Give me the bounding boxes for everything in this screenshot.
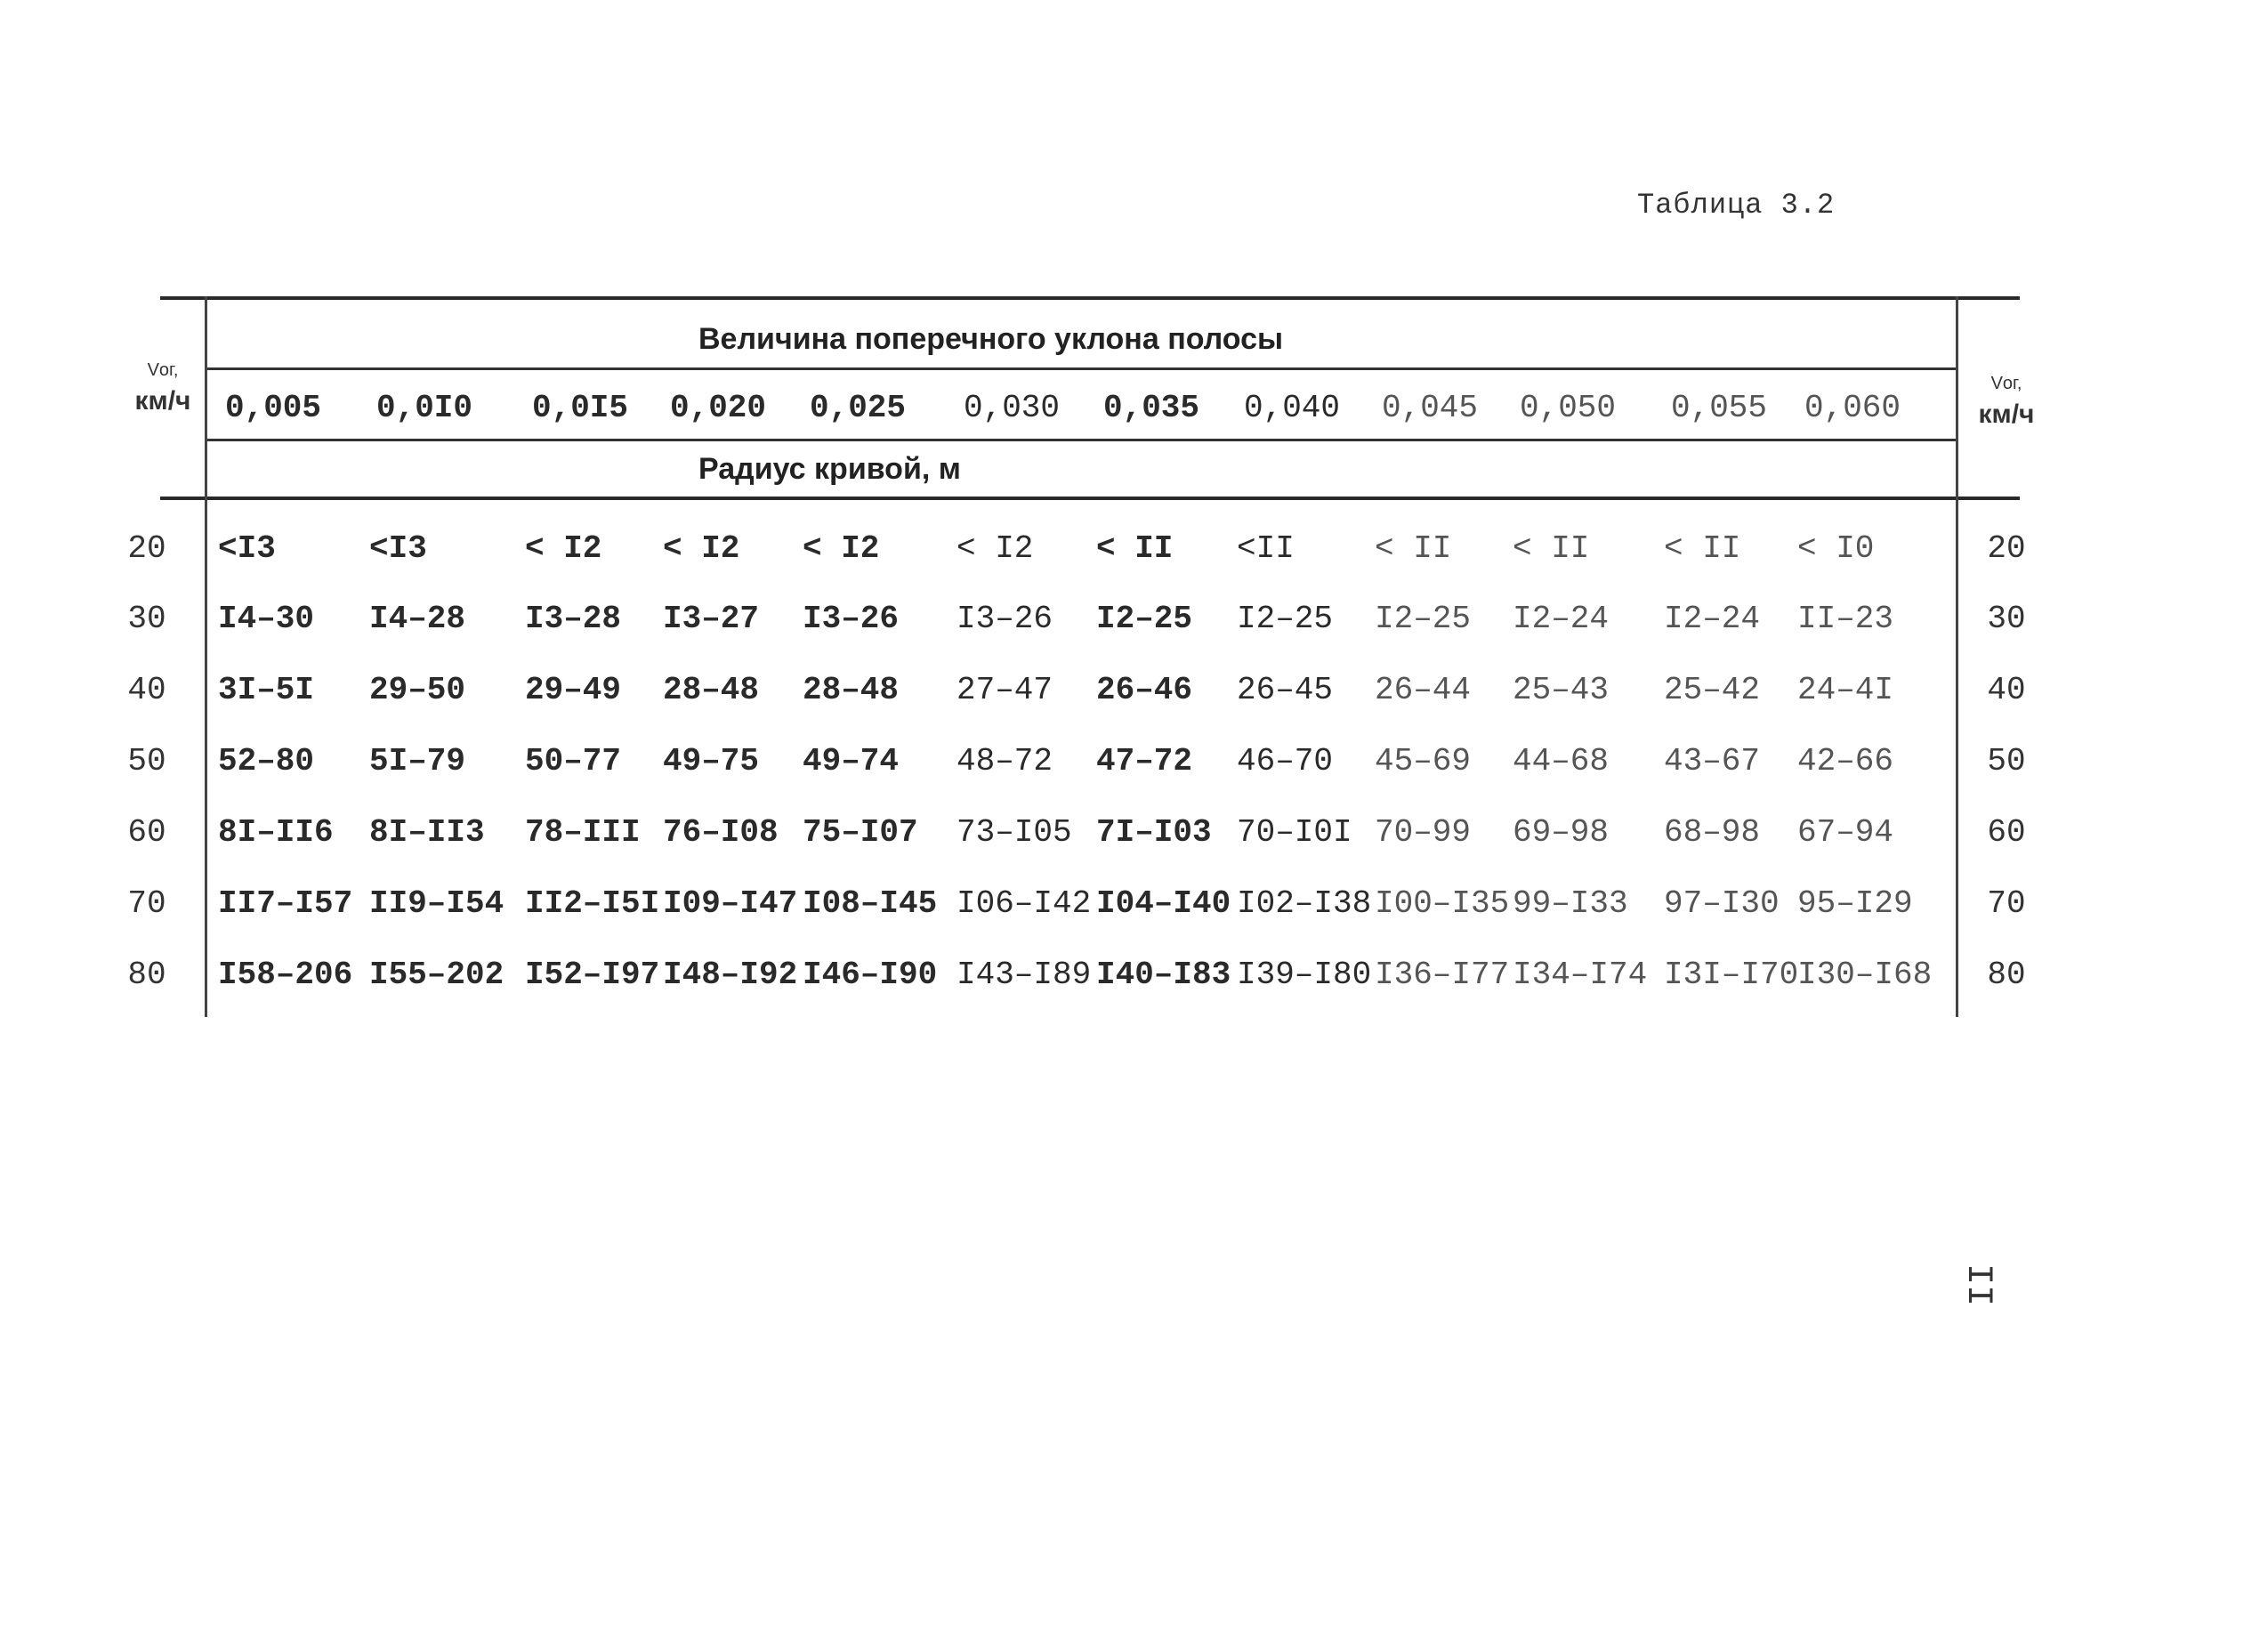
radius-cell: I06–I42 (956, 885, 1092, 922)
radius-cell: 46–70 (1237, 743, 1334, 779)
radius-cell: 78–III (525, 814, 641, 851)
radius-cell: I36–I77 (1375, 957, 1510, 993)
radius-cell: 26–45 (1237, 672, 1334, 708)
radius-cell: I3–28 (525, 601, 622, 637)
speed-symbol: Vог, (1990, 374, 2022, 393)
speed-cell-left: 80 (127, 957, 166, 993)
radius-cell: 49–75 (663, 743, 760, 779)
radius-cell: I09–I47 (663, 885, 798, 922)
radius-cell: 29–49 (525, 672, 622, 708)
radius-cell: < II (1096, 530, 1174, 567)
speed-cell-left: 60 (127, 814, 166, 851)
slope-value: 0,0I5 (532, 390, 629, 426)
speed-cell-left: 40 (127, 672, 166, 708)
speed-cell-left: 50 (127, 743, 166, 779)
radius-cell: I04–I40 (1096, 885, 1231, 922)
radius-cell: 76–I08 (663, 814, 779, 851)
radius-cell: 26–44 (1375, 672, 1472, 708)
radius-cell: 70–I0I (1237, 814, 1352, 851)
slope-value: 0,005 (225, 390, 322, 426)
slope-values-rule (207, 439, 1957, 441)
radius-cell: II2–I5I (525, 885, 660, 922)
radius-cell: 29–50 (369, 672, 466, 708)
slope-value: 0,025 (810, 390, 907, 426)
radius-cell: I3–26 (956, 601, 1053, 637)
speed-cell-right: 30 (1987, 601, 2026, 637)
radius-cell: I55–202 (369, 957, 504, 993)
slope-value: 0,055 (1671, 390, 1768, 426)
radius-cell: II9–I54 (369, 885, 504, 922)
radius-cell: 68–98 (1664, 814, 1761, 851)
slope-value: 0,045 (1382, 390, 1479, 426)
slope-value: 0,040 (1244, 390, 1341, 426)
radius-cell: < I2 (803, 530, 880, 567)
slope-value: 0,020 (670, 390, 767, 426)
radius-cell: 28–48 (803, 672, 900, 708)
radius-cell: < I0 (1797, 530, 1875, 567)
radius-subtitle: Радиус кривой, м (698, 452, 961, 486)
speed-cell-left: 20 (127, 530, 166, 567)
radius-cell: II–23 (1797, 601, 1894, 637)
radius-cell: I40–I83 (1096, 957, 1231, 993)
radius-cell: I08–I45 (803, 885, 938, 922)
radius-cell: 50–77 (525, 743, 622, 779)
radius-cell: 28–48 (663, 672, 760, 708)
radius-cell: < I2 (956, 530, 1034, 567)
slope-group-title: Величина поперечного уклона полосы (698, 322, 1284, 356)
radius-cell: < I2 (663, 530, 740, 567)
radius-cell: 69–98 (1513, 814, 1610, 851)
radius-cell: 75–I07 (803, 814, 918, 851)
radius-cell: 7I–I03 (1096, 814, 1212, 851)
radius-cell: I58–206 (218, 957, 353, 993)
radius-cell: 45–69 (1375, 743, 1472, 779)
header-bottom-rule (160, 497, 2020, 500)
table-caption: Таблица 3.2 (1637, 189, 1836, 222)
speed-cell-right: 50 (1987, 743, 2026, 779)
radius-cell: I4–28 (369, 601, 466, 637)
radius-cell: 42–66 (1797, 743, 1894, 779)
radius-cell: <II (1237, 530, 1295, 567)
radius-cell: 8I–II6 (218, 814, 334, 851)
radius-cell: 25–42 (1664, 672, 1761, 708)
radius-cell: I3–26 (803, 601, 900, 637)
radius-cell: 73–I05 (956, 814, 1072, 851)
speed-cell-right: 70 (1987, 885, 2026, 922)
radius-cell: 52–80 (218, 743, 315, 779)
speed-label-left (114, 360, 212, 416)
radius-cell: I46–I90 (803, 957, 938, 993)
radius-cell: I3I–I70 (1664, 957, 1799, 993)
speed-cell-right: 20 (1987, 530, 2026, 567)
radius-cell: I2–24 (1513, 601, 1610, 637)
speed-label-right (1957, 374, 2055, 430)
radius-cell: < II (1375, 530, 1452, 567)
slope-value: 0,030 (964, 390, 1061, 426)
radius-cell: I00–I35 (1375, 885, 1510, 922)
radius-cell: 26–46 (1096, 672, 1193, 708)
radius-cell: 43–67 (1664, 743, 1761, 779)
slope-header-rule (207, 367, 1957, 370)
speed-unit: км/ч (134, 386, 191, 416)
radius-cell: 49–74 (803, 743, 900, 779)
radius-cell: < II (1664, 530, 1741, 567)
radius-cell: II7–I57 (218, 885, 353, 922)
radius-cell: < I2 (525, 530, 602, 567)
radius-cell: I43–I89 (956, 957, 1092, 993)
radius-cell: I52–I97 (525, 957, 660, 993)
speed-cell-left: 70 (127, 885, 166, 922)
page-number: II (1957, 1264, 1998, 1307)
radius-cell: 48–72 (956, 743, 1053, 779)
radius-cell: 8I–II3 (369, 814, 485, 851)
slope-value: 0,0I0 (376, 390, 473, 426)
table-top-rule (160, 296, 2020, 300)
radius-cell: I30–I68 (1797, 957, 1933, 993)
radius-cell: 97–I30 (1664, 885, 1780, 922)
radius-cell: <I3 (218, 530, 276, 567)
speed-cell-right: 60 (1987, 814, 2026, 851)
radius-cell: I3–27 (663, 601, 760, 637)
radius-cell: 25–43 (1513, 672, 1610, 708)
radius-cell: I34–I74 (1513, 957, 1648, 993)
radius-cell: < II (1513, 530, 1590, 567)
radius-cell: 3I–5I (218, 672, 315, 708)
speed-cell-right: 80 (1987, 957, 2026, 993)
radius-cell: 47–72 (1096, 743, 1193, 779)
radius-cell: 27–47 (956, 672, 1053, 708)
speed-unit: км/ч (1978, 400, 2035, 429)
radius-cell: I2–25 (1375, 601, 1472, 637)
radius-cell: I39–I80 (1237, 957, 1372, 993)
speed-cell-left: 30 (127, 601, 166, 637)
speed-symbol: Vог, (147, 360, 179, 380)
slope-value: 0,050 (1520, 390, 1617, 426)
radius-cell: I48–I92 (663, 957, 798, 993)
radius-cell: I2–24 (1664, 601, 1761, 637)
radius-cell: I2–25 (1096, 601, 1193, 637)
radius-cell: 99–I33 (1513, 885, 1628, 922)
radius-cell: 95–I29 (1797, 885, 1913, 922)
slope-value: 0,060 (1804, 390, 1901, 426)
slope-value: 0,035 (1103, 390, 1200, 426)
speed-cell-right: 40 (1987, 672, 2026, 708)
radius-cell: 24–4I (1797, 672, 1894, 708)
radius-cell: 44–68 (1513, 743, 1610, 779)
radius-cell: 67–94 (1797, 814, 1894, 851)
radius-cell: I4–30 (218, 601, 315, 637)
radius-cell: I02–I38 (1237, 885, 1372, 922)
radius-cell: I2–25 (1237, 601, 1334, 637)
radius-cell: <I3 (369, 530, 427, 567)
radius-cell: 5I–79 (369, 743, 466, 779)
radius-cell: 70–99 (1375, 814, 1472, 851)
